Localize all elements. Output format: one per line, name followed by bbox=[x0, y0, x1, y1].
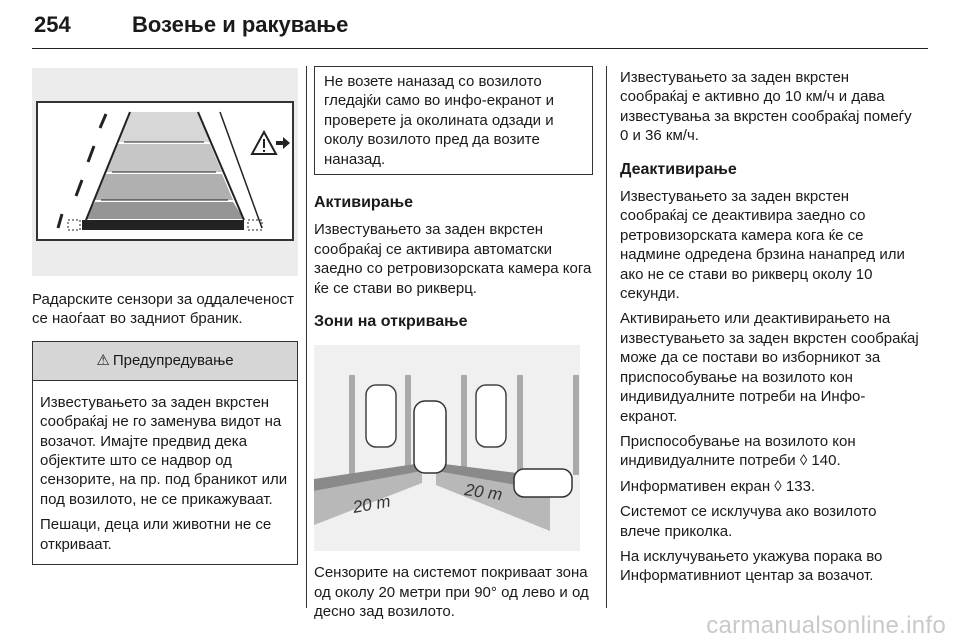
warning-paragraph: Пешаци, деца или животни не се откриваат. bbox=[40, 516, 272, 553]
cross-reference-link[interactable]: Приспособување на возилото кон индивидуалните потреби ◊ 140. bbox=[620, 432, 856, 470]
intro-text: Известувањето за заден вкрстен сообраќај е активно до 10 км/ч и дава известувања за вкрстен сообраќај помеѓу 0 и 36 км/ч. bbox=[620, 69, 912, 145]
parked-car-shape bbox=[476, 385, 506, 447]
heading-deactivation: Деактивирање bbox=[620, 160, 737, 178]
cross-reference-link[interactable]: Информативен екран ◊ 133. bbox=[620, 477, 816, 495]
paragraph: Известувањето за заден вкрстен сообраќај се деактивира заедно со ретровизорската камера кога ќе се надмине одредена брзина нанапред или ако не се стави во рикверц околу 10 секунди. bbox=[620, 188, 905, 303]
reversing-car-shape bbox=[414, 401, 446, 473]
section-title: Возење и ракување bbox=[132, 12, 349, 37]
zones-caption: Сензорите на системот покриваат зона од околу 20 метри при 90° од лево и од десно зад возилото. bbox=[314, 564, 589, 621]
watermark: carmanualsonline.info bbox=[706, 612, 946, 639]
detection-zones-figure bbox=[314, 345, 580, 551]
heading-activation: Активирање bbox=[314, 194, 413, 212]
parked-car-shape bbox=[366, 385, 396, 447]
zone-left-label: 20 m bbox=[351, 492, 392, 518]
paragraph: Активирањето или деактивирањето на известувањето за заден вкрстен сообраќај може да се постави во изборникот за приспособување на возилото кон индивидуалните потреби на Инфо-екранот. bbox=[620, 310, 919, 425]
warning-body bbox=[33, 381, 297, 564]
column-middle bbox=[314, 68, 593, 628]
page-number: 254 bbox=[34, 12, 71, 37]
column-divider bbox=[606, 66, 607, 608]
paragraph: На исклучувањето укажува порака во Информативниот центар за возачот. bbox=[620, 547, 883, 585]
approaching-car-shape bbox=[514, 469, 572, 497]
rear-camera-display-figure bbox=[32, 68, 298, 276]
activation-text: Известувањето за заден вкрстен сообраќај се активира автоматски заедно со ретровизорската камера кога ќе се стави во рикверц. bbox=[314, 221, 592, 297]
parking-guidelines-illustration bbox=[32, 68, 298, 276]
warning-box bbox=[32, 341, 298, 565]
warning-header bbox=[33, 342, 297, 381]
column-right bbox=[620, 68, 920, 592]
detection-zones-illustration bbox=[314, 345, 580, 551]
heading-detection-zones: Зони на откривање bbox=[314, 313, 468, 331]
warning-title: Предупредување bbox=[112, 352, 234, 370]
paragraph: Системот се исклучува ако возилото влече приколка. bbox=[620, 503, 877, 540]
column-divider bbox=[306, 66, 307, 608]
column-left bbox=[32, 68, 298, 565]
zone-right-label: 20 m bbox=[463, 480, 504, 505]
warning-icon: ⚠ bbox=[96, 352, 110, 370]
warning-paragraph: Известувањето за заден вкрстен сообраќај не го заменува видот на возачот. Имајте предвид дека објектите што се надвор од сензорите, на пр. под браникот или под возилото, не се прикажуваат. bbox=[40, 393, 288, 508]
page-header bbox=[32, 0, 928, 49]
sensor-caption: Радарските сензори за оддалеченост се наоѓаат во задниот браник. bbox=[32, 291, 295, 328]
note-box: Не возете наназад со возилото гледајќи само во инфо-екранот и проверете ја околината одзади и околу возилото пред да возите наназад. bbox=[314, 66, 593, 175]
